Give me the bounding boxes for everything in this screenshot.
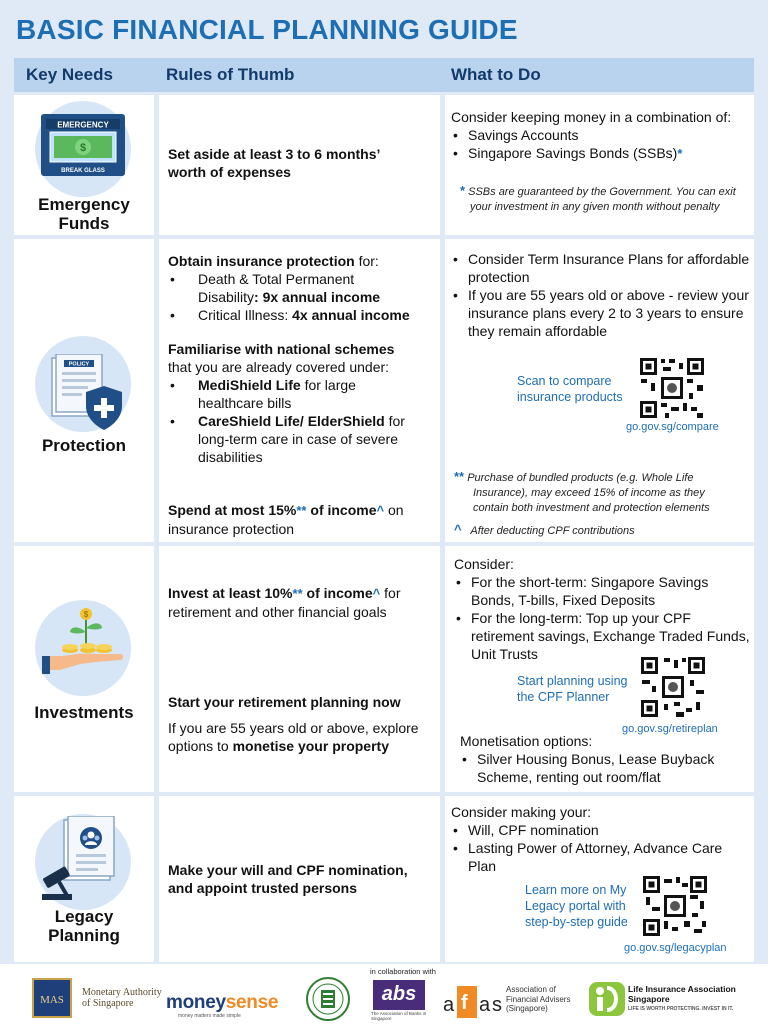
cpf-planner-text [517, 673, 628, 705]
list-item: • Savings Accounts [451, 126, 751, 144]
protection-r1a-line1: Death & Total Permanent [198, 271, 355, 287]
investments-todo [454, 555, 752, 663]
need-label-emergency [14, 195, 154, 233]
legacy-rule [168, 861, 436, 897]
legacy-portal-line2: Legacy portal with [525, 899, 626, 913]
afa-name-line2: Financial Advisers [506, 994, 571, 1004]
header-what-to-do: What to Do [451, 65, 541, 84]
list-item [451, 144, 751, 163]
investments-rule1-rest: for [380, 585, 401, 601]
emergency-rule-line2: worth of expenses [168, 164, 291, 180]
lia-name [628, 984, 736, 1004]
caret-marker: ^ [372, 586, 381, 601]
legacyplan-url-link[interactable]: go.gov.sg/legacyplan [624, 942, 727, 954]
mas-logo-text: MAS [40, 994, 64, 1006]
protection-rule3-rest: on [384, 502, 404, 518]
list-item [168, 376, 436, 412]
emergency-todo [451, 108, 751, 163]
protection-rule3-bold1: Spend at most 15% [168, 502, 297, 518]
list-item [168, 412, 436, 466]
investments-rule1-line2: retirement and other financial goals [168, 604, 387, 620]
lia-tagline: LIFE IS WORTH PROTECTING. INVEST IN IT. [628, 1006, 734, 1012]
list-item: • If you are 55 years old or above - review your insurance plans every 2 to 3 years to ensure they remain affordable [451, 286, 751, 340]
protection-r1a-line2-pre: Disability [198, 289, 255, 305]
lia-name-line2: Singapore [628, 994, 670, 1004]
double-asterisk-marker: ** [454, 469, 465, 484]
compare-scan-line1: Scan to compare [517, 374, 612, 388]
legacy-todo [451, 803, 751, 875]
investments-todo-intro: Consider: [454, 556, 514, 572]
need-label-legacy [14, 907, 154, 945]
need-label-emergency-line2: Funds [58, 214, 110, 233]
emergency-note-line2: your investment in any given month without penalty [470, 201, 720, 213]
list-item: • Silver Housing Bonus, Lease Buyback Scheme, renting out room/flat [460, 750, 752, 786]
mas-name-line2: of Singapore [82, 998, 134, 1009]
afa-logo [443, 986, 505, 1018]
protection-r2b-rest3: disabilities [198, 449, 263, 465]
moneysense-logo-part2: sense [225, 992, 279, 1013]
policy-icon-tag-text: POLICY [68, 361, 90, 368]
investments-rule1-line1 [168, 584, 436, 603]
investments-rule1 [168, 584, 436, 621]
protection-r2a-rest2: healthcare bills [198, 395, 292, 411]
qr-code-icon[interactable] [639, 357, 705, 419]
investments-rule2: Start your retirement planning now [168, 694, 401, 710]
emergency-glass-icon [40, 113, 126, 177]
need-label-emergency-line1: Emergency [38, 195, 130, 214]
double-asterisk-marker: ** [292, 586, 303, 601]
afa-logo-letter-a2: a [479, 994, 491, 1016]
protection-rule3-line2: insurance protection [168, 521, 295, 537]
protection-rule2-bold: Familiarise with national schemes [168, 341, 395, 357]
header-rules-of-thumb: Rules of Thumb [166, 65, 295, 84]
legacy-rule-line1: Make your will and CPF nomination, [168, 862, 408, 878]
legacy-rule-line2: and appoint trusted persons [168, 880, 358, 896]
mas-name-line1: Monetary Authority [82, 987, 162, 998]
protection-r2a-bold: MediShield Life [198, 377, 301, 393]
row-emergency-funds [14, 95, 754, 235]
afa-logo-letter-a: a [443, 994, 455, 1016]
afa-name-line3: (Singapore) [506, 1004, 548, 1013]
protection-rules [168, 252, 436, 466]
protection-note-line1 [454, 469, 752, 486]
protection-r1b-bold: 4x annual income [292, 307, 410, 323]
protection-rule3-line1 [168, 501, 436, 520]
investments-rule3-bold: monetise your property [232, 738, 389, 754]
list-item: • Lasting Power of Attorney, Advance Care Plan [451, 839, 751, 875]
emergency-icon-top-text: EMERGENCY [57, 120, 109, 130]
protection-r2b-rest1: for [384, 413, 405, 429]
legacy-portal-line1: Learn more on My [525, 883, 627, 897]
protection-note-line4-text: After deducting CPF contributions [470, 525, 635, 537]
emergency-note-line1-text: SSBs are guaranteed by the Government. You can exit [468, 186, 736, 198]
list-item: • Will, CPF nomination [451, 821, 751, 839]
emergency-rule [168, 145, 436, 181]
lia-logo [589, 982, 625, 1016]
list-item: • For the short-term: Singapore Savings Bonds, T-bills, Fixed Deposits [454, 573, 752, 609]
caret-marker: ^ [376, 503, 385, 518]
will-document-gavel-icon [40, 816, 122, 902]
asterisk-marker: * [677, 146, 683, 161]
protection-rule3 [168, 501, 436, 538]
svg-text:$: $ [83, 610, 89, 619]
asterisk-marker: * [460, 183, 466, 198]
investments-rule1-bold2: of income [302, 585, 373, 601]
moneysense-logo [166, 992, 278, 1014]
compare-scan-text [517, 373, 623, 405]
moneysense-tagline: money matters made simple [178, 1013, 241, 1019]
list-item [168, 270, 436, 306]
afa-name [506, 985, 570, 1014]
afa-logo-letter-s: s [492, 994, 502, 1016]
protection-rule3-bold2: of income [306, 502, 377, 518]
protection-r1a-line2-bold: : 9x annual income [254, 289, 381, 305]
page-title: BASIC FINANCIAL PLANNING GUIDE [16, 14, 518, 45]
protection-note-line4 [454, 522, 752, 539]
protection-note-line1-text: Purchase of bundled products (e.g. Whole Life [467, 472, 694, 484]
row-protection [14, 239, 754, 542]
monetisation-intro: Monetisation options: [460, 733, 593, 749]
mas-name [82, 987, 162, 1009]
qr-code-icon[interactable] [642, 875, 708, 937]
list-item-text: Singapore Savings Bonds (SSBs) [468, 145, 678, 161]
footer-logos [0, 964, 768, 1024]
protection-r2a-rest1: for large [300, 377, 356, 393]
afa-logo-letter-f: f [461, 992, 468, 1014]
compare-url-link[interactable]: go.gov.sg/compare [626, 421, 719, 433]
investments-rule3 [168, 719, 436, 755]
need-label-legacy-line2: Planning [48, 926, 120, 945]
double-asterisk-marker: ** [296, 503, 307, 518]
moneysense-logo-part1: money [166, 992, 226, 1013]
list-item: • Consider Term Insurance Plans for affordable protection [451, 250, 751, 286]
investments-rule3-line1: If you are 55 years old or above, explore [168, 720, 419, 736]
protection-notes [454, 469, 752, 539]
collaboration-text: in collaboration with [370, 967, 436, 976]
protection-note-line2: Insurance), may exceed 15% of income as they [473, 487, 705, 499]
need-label-protection: Protection [41, 436, 127, 455]
emergency-todo-intro: Consider keeping money in a combination of: [451, 109, 732, 125]
need-label-investments: Investments [34, 703, 134, 722]
table-header [14, 58, 754, 92]
protection-r2b-rest2: long-term care in case of severe [198, 431, 398, 447]
afa-name-line1: Association of [506, 985, 556, 994]
legacy-portal-line3: step-by-step guide [525, 915, 628, 929]
protection-r2b-bold: CareShield Life/ ElderShield [198, 413, 385, 429]
policy-shield-icon [46, 354, 126, 432]
cpf-planner-line2: the CPF Planner [517, 690, 610, 704]
legacy-portal-text [525, 882, 628, 930]
list-item: • For the long-term: Top up your CPF retirement savings, Exchange Traded Funds, Unit Trusts [454, 609, 752, 663]
abs-logo-text: abs [381, 983, 417, 1005]
retireplan-url-link[interactable]: go.gov.sg/retireplan [622, 723, 718, 735]
investments-rule3-line2 [168, 737, 436, 755]
qr-code-icon[interactable] [640, 656, 706, 718]
header-key-needs: Key Needs [26, 65, 113, 84]
monetisation-options [460, 732, 752, 786]
money-plant-hand-icon [40, 606, 128, 686]
caret-marker: ^ [454, 522, 462, 537]
list-item [168, 306, 436, 324]
protection-rule2-rest: that you are already covered under: [168, 359, 390, 375]
protection-rule1-rest: for: [354, 253, 379, 269]
protection-rule1-bold: Obtain insurance protection [168, 253, 355, 269]
emergency-note-line1 [460, 183, 750, 200]
abs-tagline: The Association of Banks in Singapore [371, 1011, 427, 1021]
investments-rule3-pre: options to [168, 738, 233, 754]
emergency-rule-line1: Set aside at least 3 to 6 months’ [168, 146, 381, 162]
mas-logo [32, 978, 72, 1018]
svg-text:$: $ [79, 142, 87, 154]
row-legacy-planning [14, 796, 754, 962]
protection-note-line3: contain both investment and protection elements [473, 502, 710, 514]
cpf-planner-line1: Start planning using [517, 674, 628, 688]
row-investments [14, 546, 754, 792]
investments-rule1-bold1: Invest at least 10% [168, 585, 293, 601]
emergency-icon-bottom-text: BREAK GLASS [61, 168, 105, 174]
protection-r1b-pre: Critical Illness: [198, 307, 293, 323]
emergency-note [460, 183, 750, 215]
lia-name-line1: Life Insurance Association [628, 984, 736, 994]
legacy-todo-intro: Consider making your: [451, 804, 592, 820]
need-label-legacy-line1: Legacy [54, 907, 114, 926]
abs-logo [373, 980, 425, 1010]
protection-rule1 [168, 252, 436, 270]
government-crest-logo [305, 976, 351, 1022]
protection-todo [451, 250, 751, 340]
compare-scan-line2: insurance products [517, 390, 623, 404]
